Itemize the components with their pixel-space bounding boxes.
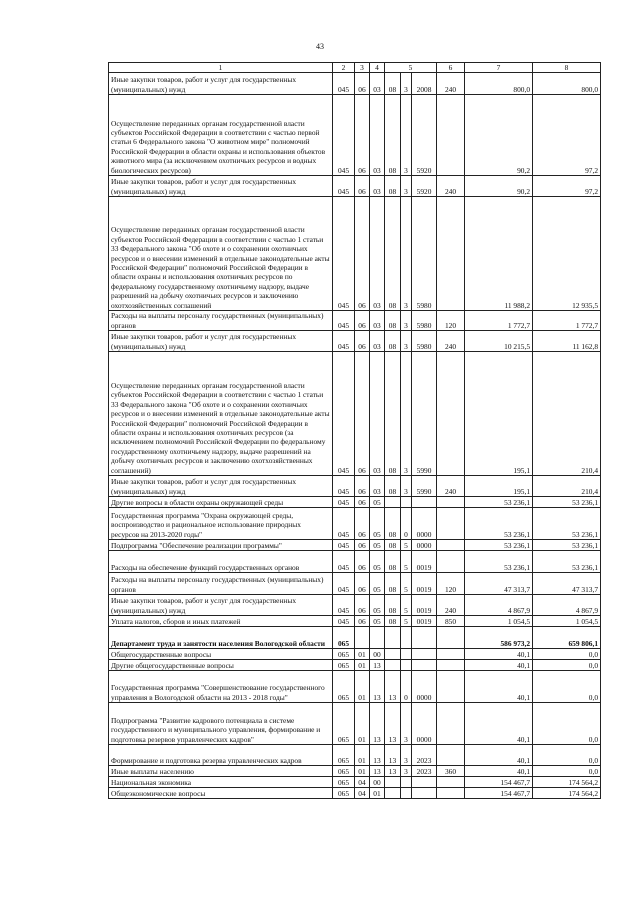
- cell-c4: 05: [370, 551, 385, 573]
- cell-c3: 06: [355, 197, 370, 311]
- cell-c3: 06: [355, 73, 370, 95]
- table-row: [109, 176, 601, 197]
- cell-c5c: [412, 497, 437, 508]
- row-description: Другие общегосударственные вопросы: [109, 660, 333, 671]
- cell-c2: 045: [333, 311, 355, 331]
- table-row: [109, 551, 601, 573]
- cell-c3: 06: [355, 95, 370, 176]
- row-description: Иные закупки товаров, работ и услуг для государственных (муниципальных) нужд: [109, 73, 333, 95]
- cell-c7: 1 054,5: [465, 616, 533, 627]
- table-row: [109, 497, 601, 508]
- cell-c3: 06: [355, 508, 370, 540]
- cell-c6: [437, 660, 465, 671]
- col-header-4: 4: [370, 63, 385, 73]
- cell-c8: 11 162,8: [533, 331, 601, 352]
- cell-c5c: 0000: [412, 703, 437, 745]
- cell-c8: 47 313,7: [533, 573, 601, 595]
- cell-c8: 0,0: [533, 703, 601, 745]
- cell-c5b: 3: [401, 311, 412, 331]
- cell-c2: 045: [333, 508, 355, 540]
- cell-c3: 06: [355, 616, 370, 627]
- cell-c5b: 3: [401, 703, 412, 745]
- cell-c8: 97,2: [533, 176, 601, 197]
- cell-c5b: 5: [401, 616, 412, 627]
- cell-c5c: 5980: [412, 331, 437, 352]
- cell-c5b: 0: [401, 671, 412, 703]
- cell-c4: 05: [370, 540, 385, 551]
- cell-c5c: 0019: [412, 551, 437, 573]
- cell-c4: 03: [370, 197, 385, 311]
- cell-c4: 05: [370, 616, 385, 627]
- cell-c7: 53 236,1: [465, 497, 533, 508]
- cell-c5a: 08: [385, 176, 401, 197]
- cell-c6: 120: [437, 573, 465, 595]
- cell-c2: 065: [333, 649, 355, 660]
- cell-c8: 12 935,5: [533, 197, 601, 311]
- cell-c6: 120: [437, 311, 465, 331]
- cell-c3: 04: [355, 777, 370, 788]
- table-row: [109, 352, 601, 476]
- cell-c5a: [385, 660, 401, 671]
- cell-c6: 240: [437, 176, 465, 197]
- header-row: [109, 63, 601, 73]
- cell-c8: 659 806,1: [533, 627, 601, 649]
- cell-c4: 13: [370, 766, 385, 777]
- row-description: Осуществление переданных органам государственной власти субъектов Российской Федерации в соответствии с частью 1 статьи 33 Федерального закона "Об охоте и о сохранении охотничьих ресурсов и о внесении изменений в отдельные законодательные акты Российской Федерации" полномочий Российской Федерации в области охраны и использования охотничьих ресурсов по федеральному государственному охотничьему надзору, выдаче разрешений на добычу охотничьих ресурсов и заключению охотхозяйственных соглашений: [109, 197, 333, 311]
- table-row: [109, 649, 601, 660]
- cell-c5a: [385, 627, 401, 649]
- cell-c2: 065: [333, 671, 355, 703]
- cell-c5a: 13: [385, 703, 401, 745]
- cell-c8: 1 772,7: [533, 311, 601, 331]
- cell-c5a: [385, 497, 401, 508]
- cell-c2: 065: [333, 627, 355, 649]
- table-row: [109, 73, 601, 95]
- cell-c5a: [385, 649, 401, 660]
- cell-c6: [437, 627, 465, 649]
- cell-c7: 90,2: [465, 176, 533, 197]
- cell-c2: 045: [333, 595, 355, 616]
- cell-c8: 0,0: [533, 671, 601, 703]
- col-header-3: 3: [355, 63, 370, 73]
- cell-c7: 40,1: [465, 649, 533, 660]
- row-description: Расходы на обеспечение функций государственных органов: [109, 551, 333, 573]
- cell-c5b: 5: [401, 595, 412, 616]
- cell-c2: 065: [333, 766, 355, 777]
- row-description: Иные закупки товаров, работ и услуг для государственных (муниципальных) нужд: [109, 476, 333, 497]
- cell-c6: [437, 703, 465, 745]
- cell-c4: 13: [370, 703, 385, 745]
- cell-c3: [355, 627, 370, 649]
- table-body: [109, 73, 601, 799]
- cell-c2: 065: [333, 788, 355, 799]
- cell-c5b: 3: [401, 95, 412, 176]
- cell-c5b: 3: [401, 176, 412, 197]
- cell-c8: 53 236,1: [533, 551, 601, 573]
- cell-c4: 03: [370, 73, 385, 95]
- cell-c3: 01: [355, 660, 370, 671]
- row-description: Уплата налогов, сборов и иных платежей: [109, 616, 333, 627]
- cell-c5c: [412, 788, 437, 799]
- cell-c3: 06: [355, 311, 370, 331]
- table-row: [109, 331, 601, 352]
- cell-c5a: 13: [385, 745, 401, 766]
- cell-c5b: 3: [401, 766, 412, 777]
- cell-c2: 045: [333, 573, 355, 595]
- row-description: Иные закупки товаров, работ и услуг для государственных (муниципальных) нужд: [109, 176, 333, 197]
- cell-c4: 05: [370, 573, 385, 595]
- cell-c2: 045: [333, 176, 355, 197]
- cell-c5b: [401, 788, 412, 799]
- row-description: Иные закупки товаров, работ и услуг для государственных (муниципальных) нужд: [109, 595, 333, 616]
- cell-c7: 40,1: [465, 660, 533, 671]
- cell-c2: 065: [333, 703, 355, 745]
- row-description: Осуществление переданных органам государственной власти субъектов Российской Федерации в соответствии с частью первой статьи 6 Федерального закона "О животном мире" полномочий Российской Федерации в области охраны и использования объектов животного мира (за исключением охотничьих ресурсов и водных биологических ресурсов): [109, 95, 333, 176]
- cell-c2: 065: [333, 745, 355, 766]
- table-row: [109, 777, 601, 788]
- cell-c3: 06: [355, 540, 370, 551]
- cell-c4: 13: [370, 745, 385, 766]
- cell-c3: 06: [355, 476, 370, 497]
- cell-c7: 4 867,9: [465, 595, 533, 616]
- cell-c2: 045: [333, 197, 355, 311]
- cell-c5b: 3: [401, 331, 412, 352]
- cell-c7: 40,1: [465, 766, 533, 777]
- cell-c4: 03: [370, 331, 385, 352]
- cell-c2: 045: [333, 352, 355, 476]
- cell-c3: 06: [355, 331, 370, 352]
- cell-c8: 53 236,1: [533, 540, 601, 551]
- table-row: [109, 671, 601, 703]
- cell-c6: 240: [437, 476, 465, 497]
- cell-c6: [437, 551, 465, 573]
- cell-c7: 195,1: [465, 352, 533, 476]
- cell-c6: [437, 671, 465, 703]
- cell-c5c: 5980: [412, 311, 437, 331]
- cell-c7: 53 236,1: [465, 551, 533, 573]
- cell-c4: 00: [370, 649, 385, 660]
- cell-c6: [437, 540, 465, 551]
- cell-c5b: 3: [401, 352, 412, 476]
- col-header-2: 2: [333, 63, 355, 73]
- cell-c8: 53 236,1: [533, 497, 601, 508]
- cell-c6: [437, 197, 465, 311]
- cell-c5c: 5990: [412, 352, 437, 476]
- cell-c3: 01: [355, 745, 370, 766]
- cell-c7: 40,1: [465, 671, 533, 703]
- cell-c6: [437, 777, 465, 788]
- cell-c4: 01: [370, 788, 385, 799]
- cell-c6: 240: [437, 73, 465, 95]
- cell-c4: 03: [370, 176, 385, 197]
- cell-c5c: 0019: [412, 573, 437, 595]
- table-row: [109, 595, 601, 616]
- row-description: Общегосударственные вопросы: [109, 649, 333, 660]
- cell-c7: 1 772,7: [465, 311, 533, 331]
- cell-c8: 4 867,9: [533, 595, 601, 616]
- cell-c5a: [385, 788, 401, 799]
- table-row: [109, 616, 601, 627]
- row-description: Формирование и подготовка резерва управленческих кадров: [109, 745, 333, 766]
- cell-c5b: 5: [401, 540, 412, 551]
- cell-c8: 210,4: [533, 352, 601, 476]
- cell-c5c: 5920: [412, 176, 437, 197]
- cell-c3: 06: [355, 176, 370, 197]
- cell-c6: [437, 95, 465, 176]
- cell-c2: 045: [333, 497, 355, 508]
- table-row: [109, 660, 601, 671]
- cell-c5b: 3: [401, 476, 412, 497]
- table-row: [109, 627, 601, 649]
- cell-c7: 40,1: [465, 745, 533, 766]
- table-row: [109, 766, 601, 777]
- row-description: Расходы на выплаты персоналу государственных (муниципальных) органов: [109, 311, 333, 331]
- cell-c5b: 5: [401, 573, 412, 595]
- cell-c4: 13: [370, 671, 385, 703]
- cell-c5b: 3: [401, 197, 412, 311]
- cell-c8: 53 236,1: [533, 508, 601, 540]
- cell-c5a: 13: [385, 766, 401, 777]
- cell-c8: 800,0: [533, 73, 601, 95]
- cell-c2: 045: [333, 616, 355, 627]
- cell-c5c: 5920: [412, 95, 437, 176]
- cell-c5a: 08: [385, 352, 401, 476]
- cell-c5a: 08: [385, 573, 401, 595]
- cell-c6: [437, 497, 465, 508]
- cell-c2: 065: [333, 777, 355, 788]
- table-row: [109, 311, 601, 331]
- cell-c5b: 3: [401, 745, 412, 766]
- cell-c5a: 08: [385, 95, 401, 176]
- cell-c6: 240: [437, 595, 465, 616]
- cell-c7: 586 973,2: [465, 627, 533, 649]
- cell-c5c: 0000: [412, 540, 437, 551]
- cell-c3: 01: [355, 766, 370, 777]
- cell-c3: 06: [355, 497, 370, 508]
- row-description: Национальная экономика: [109, 777, 333, 788]
- cell-c4: 03: [370, 311, 385, 331]
- table-row: [109, 745, 601, 766]
- cell-c5c: 2023: [412, 766, 437, 777]
- cell-c5a: 08: [385, 540, 401, 551]
- cell-c6: [437, 649, 465, 660]
- table-row: [109, 95, 601, 176]
- cell-c7: 47 313,7: [465, 573, 533, 595]
- col-header-7: 7: [465, 63, 533, 73]
- cell-c8: 0,0: [533, 745, 601, 766]
- cell-c5c: 0019: [412, 595, 437, 616]
- cell-c4: [370, 627, 385, 649]
- cell-c4: 05: [370, 508, 385, 540]
- cell-c5c: [412, 777, 437, 788]
- table-row: [109, 788, 601, 799]
- cell-c5b: 0: [401, 508, 412, 540]
- cell-c5c: 5990: [412, 476, 437, 497]
- cell-c4: 05: [370, 595, 385, 616]
- budget-table: [108, 62, 601, 799]
- row-description: Иные закупки товаров, работ и услуг для государственных (муниципальных) нужд: [109, 331, 333, 352]
- cell-c3: 06: [355, 595, 370, 616]
- cell-c5b: 5: [401, 551, 412, 573]
- row-description: Подпрограмма "Развитие кадрового потенциала в системе государственного и муниципального управления, формирование и подготовка резервов управленческих кадров": [109, 703, 333, 745]
- cell-c5b: [401, 497, 412, 508]
- cell-c7: 154 467,7: [465, 788, 533, 799]
- cell-c5c: 0019: [412, 616, 437, 627]
- cell-c8: 174 564,2: [533, 777, 601, 788]
- cell-c5a: 08: [385, 551, 401, 573]
- cell-c2: 045: [333, 95, 355, 176]
- col-header-5: 5: [385, 63, 437, 73]
- row-description: Расходы на выплаты персоналу государственных (муниципальных) органов: [109, 573, 333, 595]
- cell-c7: 40,1: [465, 703, 533, 745]
- row-description: Подпрограмма "Обеспечение реализации программы": [109, 540, 333, 551]
- cell-c7: 195,1: [465, 476, 533, 497]
- cell-c7: 10 215,5: [465, 331, 533, 352]
- cell-c5b: [401, 649, 412, 660]
- table-row: [109, 197, 601, 311]
- cell-c3: 06: [355, 573, 370, 595]
- cell-c5c: [412, 627, 437, 649]
- cell-c5b: [401, 660, 412, 671]
- cell-c5c: [412, 649, 437, 660]
- cell-c3: 01: [355, 649, 370, 660]
- cell-c2: 045: [333, 73, 355, 95]
- col-header-1: 1: [109, 63, 333, 73]
- col-header-8: 8: [533, 63, 601, 73]
- cell-c8: 0,0: [533, 660, 601, 671]
- row-description: Осуществление переданных органам государственной власти субъектов Российской Федерации в соответствии с частью 1 статьи 33 Федерального закона "Об охоте и о сохранении охотничьих ресурсов и о внесении изменений в отдельные законодательные акты Российской Федерации" полномочий Российской Федерации в области охраны и использования охотничьих ресурсов (за исключением полномочий Российской Федерации по федеральному государственному охотничьему надзору, выдаче разрешений на добычу охотничьих ресурсов и заключению охотхозяйственных соглашений): [109, 352, 333, 476]
- table-row: [109, 540, 601, 551]
- cell-c8: 0,0: [533, 649, 601, 660]
- table-row: [109, 573, 601, 595]
- cell-c3: 06: [355, 551, 370, 573]
- cell-c8: 97,2: [533, 95, 601, 176]
- cell-c7: 53 236,1: [465, 508, 533, 540]
- cell-c5a: 08: [385, 311, 401, 331]
- cell-c5c: 0000: [412, 508, 437, 540]
- cell-c5c: [412, 660, 437, 671]
- cell-c2: 045: [333, 476, 355, 497]
- cell-c4: 13: [370, 660, 385, 671]
- row-description: Департамент труда и занятости населения Вологодской области: [109, 627, 333, 649]
- cell-c2: 065: [333, 660, 355, 671]
- cell-c5a: 08: [385, 73, 401, 95]
- cell-c5a: 08: [385, 476, 401, 497]
- cell-c5a: 08: [385, 616, 401, 627]
- cell-c5b: 3: [401, 73, 412, 95]
- cell-c4: 03: [370, 95, 385, 176]
- row-description: Государственная программа "Совершенствование государственного управления в Вологодской области на 2013 - 2018 годы": [109, 671, 333, 703]
- cell-c5a: 08: [385, 595, 401, 616]
- table-row: [109, 476, 601, 497]
- cell-c2: 045: [333, 540, 355, 551]
- cell-c6: 360: [437, 766, 465, 777]
- page-number: 43: [316, 42, 324, 51]
- table-row: [109, 703, 601, 745]
- cell-c3: 04: [355, 788, 370, 799]
- cell-c8: 210,4: [533, 476, 601, 497]
- cell-c5a: 08: [385, 331, 401, 352]
- row-description: Другие вопросы в области охраны окружающей среды: [109, 497, 333, 508]
- cell-c7: 90,2: [465, 95, 533, 176]
- cell-c5c: 5980: [412, 197, 437, 311]
- cell-c8: 174 564,2: [533, 788, 601, 799]
- cell-c5a: 08: [385, 197, 401, 311]
- cell-c3: 06: [355, 352, 370, 476]
- cell-c4: 05: [370, 497, 385, 508]
- cell-c5a: [385, 777, 401, 788]
- cell-c2: 045: [333, 331, 355, 352]
- cell-c5b: [401, 777, 412, 788]
- cell-c7: 11 988,2: [465, 197, 533, 311]
- cell-c6: [437, 788, 465, 799]
- row-description: Общеэкономические вопросы: [109, 788, 333, 799]
- cell-c7: 53 236,1: [465, 540, 533, 551]
- cell-c8: 1 054,5: [533, 616, 601, 627]
- cell-c6: 850: [437, 616, 465, 627]
- cell-c3: 01: [355, 703, 370, 745]
- cell-c6: [437, 745, 465, 766]
- cell-c7: 800,0: [465, 73, 533, 95]
- cell-c5c: 0000: [412, 671, 437, 703]
- cell-c5a: 13: [385, 671, 401, 703]
- row-description: Государственная программа "Охрана окружающей среды, воспроизводство и рациональное использование природных ресурсов на 2013-2020 годы": [109, 508, 333, 540]
- cell-c7: 154 467,7: [465, 777, 533, 788]
- cell-c6: [437, 508, 465, 540]
- cell-c4: 03: [370, 476, 385, 497]
- cell-c4: 00: [370, 777, 385, 788]
- cell-c5c: 2008: [412, 73, 437, 95]
- cell-c4: 03: [370, 352, 385, 476]
- cell-c3: 01: [355, 671, 370, 703]
- col-header-6: 6: [437, 63, 465, 73]
- cell-c5c: 2023: [412, 745, 437, 766]
- cell-c8: 0,0: [533, 766, 601, 777]
- cell-c6: [437, 352, 465, 476]
- cell-c6: 240: [437, 331, 465, 352]
- cell-c5b: [401, 627, 412, 649]
- row-description: Иные выплаты населению: [109, 766, 333, 777]
- table-row: [109, 508, 601, 540]
- cell-c2: 045: [333, 551, 355, 573]
- cell-c5a: 08: [385, 508, 401, 540]
